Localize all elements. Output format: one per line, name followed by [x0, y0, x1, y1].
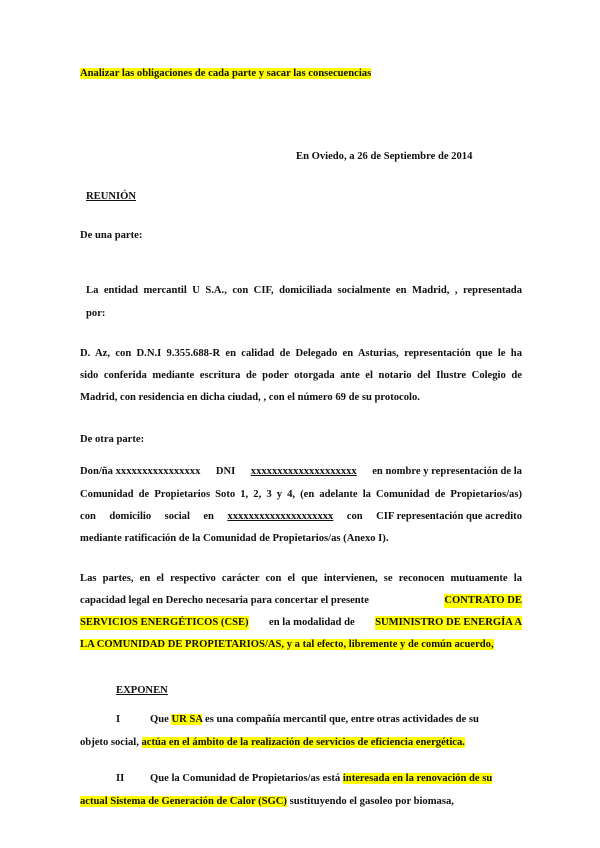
donia-name: Don/ña xxxxxxxxxxxxxxxx	[80, 466, 201, 477]
partes-line-4	[80, 638, 494, 652]
entidad-line-2: por:	[86, 308, 106, 319]
donia-line-1	[80, 465, 522, 479]
partes-capacidad-text: capacidad legal en Derecho necesaria para concertar el presente	[80, 595, 369, 606]
item-2-line-2	[80, 795, 454, 809]
donia-word-con-2: con	[346, 511, 363, 522]
de-otra-parte-label: De otra parte:	[80, 434, 145, 445]
item-1-company-highlight: UR SA	[171, 714, 203, 725]
item-2-biomasa-text: sustituyendo el gasoleo por biomasa,	[286, 796, 454, 807]
item-2-interest-highlight: interesada en la renovación de su	[342, 773, 493, 784]
review-note: Analizar las obligaciones de cada parte y sacar las consecuencias	[80, 68, 372, 79]
donia-word-con: con	[80, 511, 96, 522]
partes-suministro-highlight: SUMINISTRO DE ENERGÍA A	[375, 617, 522, 628]
item-1-activity-highlight: actúa en el ámbito de la realización de servicios de eficiencia energética.	[141, 737, 465, 748]
item-1-line-1	[150, 713, 479, 727]
partes-line-2	[80, 594, 522, 608]
donia-dni-value: xxxxxxxxxxxxxxxxxxxx	[250, 466, 357, 477]
donia-cif-representation: CIF representación que acredito	[376, 511, 522, 522]
item-2-line-1	[150, 772, 492, 786]
partes-contrato-highlight: CONTRATO DE	[444, 595, 522, 606]
item-1-objeto: objeto social,	[80, 737, 142, 748]
de-una-parte-label: De una parte:	[80, 230, 143, 241]
item-1-description: es una compañía mercantil que, entre otras actividades de su	[202, 714, 479, 725]
donia-line-3	[80, 510, 522, 524]
date-line: En Oviedo, a 26 de Septiembre de 2014	[296, 151, 473, 162]
partes-modalidad-text: en la modalidad de	[269, 617, 355, 628]
donia-dni-label: DNI	[215, 466, 236, 477]
partes-line-3	[80, 616, 522, 630]
item-2-number: II	[116, 773, 125, 784]
donia-address-value: xxxxxxxxxxxxxxxxxxxx	[227, 511, 334, 522]
item-1-number: I	[116, 714, 121, 725]
item-2-que: Que la Comunidad de Propietarios/as está	[150, 773, 343, 784]
delegado-line-3: Madrid, con residencia en dicha ciudad, , con el número 69 de su protocolo.	[80, 392, 420, 403]
delegado-line-2: sido conferida mediante escritura de poder otorgada ante el notario del Ilustre Colegio de	[80, 370, 522, 381]
reunion-heading: REUNIÓN	[86, 191, 137, 202]
exponen-heading: EXPONEN	[116, 685, 168, 696]
partes-line-1: Las partes, en el respectivo carácter con el que intervienen, se reconocen mutuamente la	[80, 573, 522, 584]
item-1-que: Que	[150, 714, 172, 725]
entidad-line-1: La entidad mercantil U S.A., con CIF, domiciliada socialmente en Madrid, , representada	[86, 285, 522, 296]
donia-representation: en nombre y representación de la	[372, 466, 522, 477]
item-1-line-2	[80, 736, 465, 750]
donia-word-en: en	[203, 511, 214, 522]
partes-cse-highlight: SERVICIOS ENERGÉTICOS (CSE)	[80, 617, 249, 628]
donia-line-2: Comunidad de Propietarios Soto 1, 2, 3 y 4, (en adelante la Comunidad de Propietarios/as)	[80, 489, 522, 500]
item-2-sgc-highlight: actual Sistema de Generación de Calor (SGC)	[80, 796, 287, 807]
delegado-line-1: D. Az, con D.N.I 9.355.688-R en calidad de Delegado en Asturias, representación que le ha	[80, 348, 522, 359]
donia-word-social: social	[164, 511, 190, 522]
partes-comunidad-highlight: LA COMUNIDAD DE PROPIETARIOS/AS, y a tal efecto, libremente y de común acuerdo,	[80, 639, 494, 650]
donia-word-domicilio: domicilio	[109, 511, 152, 522]
donia-line-4: mediante ratificación de la Comunidad de Propietarios/as (Anexo I).	[80, 533, 389, 544]
